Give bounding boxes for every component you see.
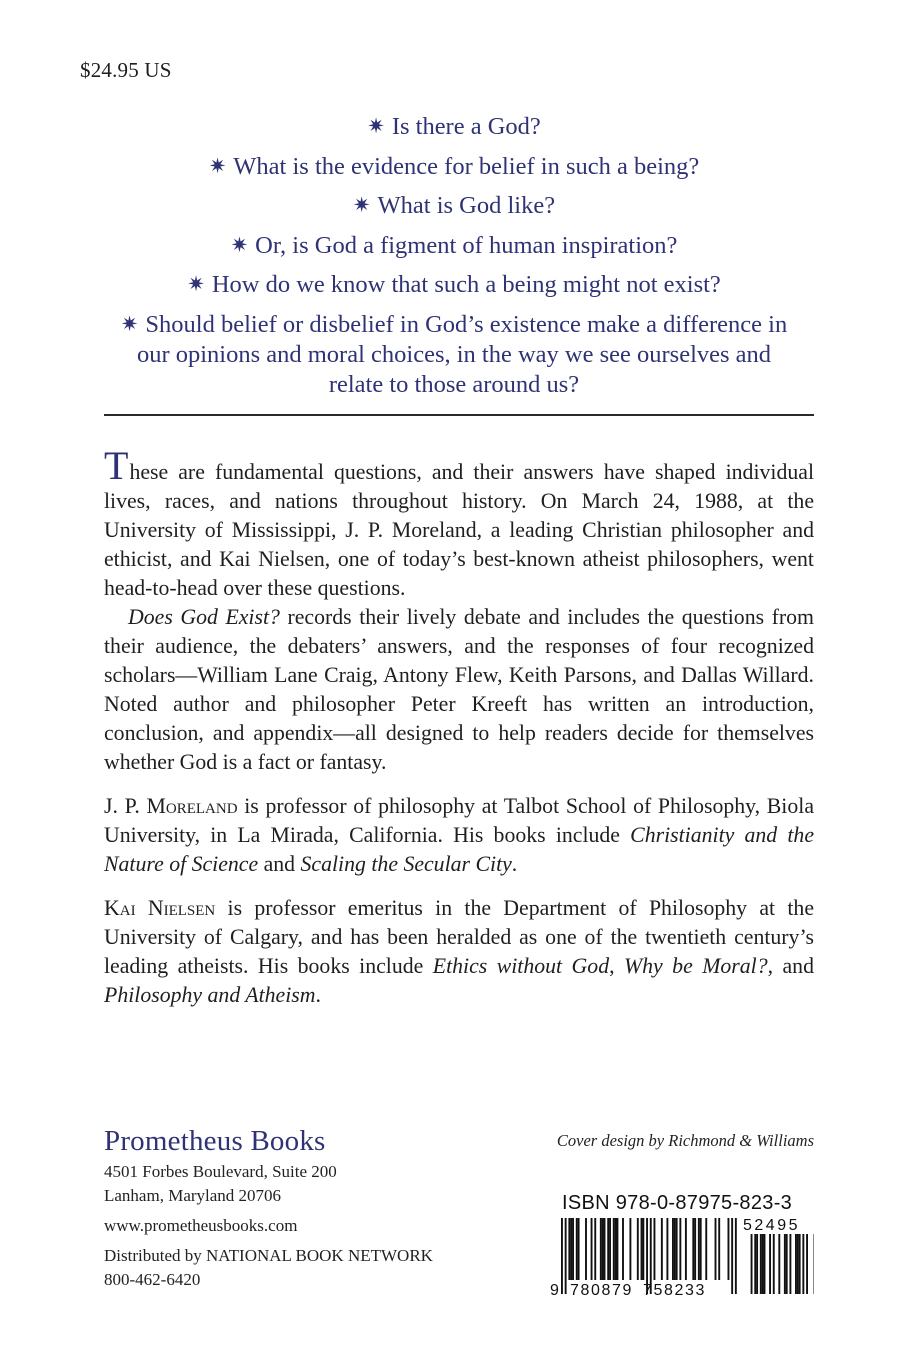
barcode-bar [568,1218,570,1280]
barcode-bar [602,1218,604,1280]
barcode-guard-bar [565,1218,567,1294]
question-item [90,191,818,222]
bio-text: . [511,852,518,876]
bio-text: is professor of philosophy at Talbot School of Philosophy, Biola University, in La Mirada, California. His books include [104,794,814,847]
question-text: Or, is God a figment of human inspiration? [255,231,678,259]
barcode-bar [674,1218,676,1280]
barcode-bar [572,1218,574,1280]
book-title: Does God Exist? [128,605,280,629]
author-name: Kai Nielsen [104,896,216,920]
summary-text: records their lively debate and includes the questions from their audience, the debaters’ answers, and the responses of four recognized scholars—William Lane Craig, Antony Flew, Keith Parsons, and Dallas Willard. Noted author and philosopher Peter Kreeft has written an introduction, conclusion, and appendix—all designed to help readers decide for themselves whether God is a fact or fantasy. [104,605,814,774]
barcode-bar [617,1218,619,1280]
asterisk-icon: ✷ [230,232,249,257]
barcode-bar [666,1218,668,1280]
isbn-label: ISBN 978-0-87975-823-3 [562,1192,793,1214]
barcode-bar [700,1218,702,1280]
intro-text: hese are fundamental questions, and their answers have shaped individual lives, races, and nations throughout history. On March 24, 1988, at the University of Mississippi, J. P. Moreland, a leading Christian philosopher and ethicist, and Kai Nielsen, one of today’s best-known atheist philosophers, went head-to-head over these questions. [104,460,814,600]
barcode-bar [698,1218,700,1280]
addon-bar [784,1234,786,1294]
barcode-bar [637,1218,639,1280]
barcode-bar [576,1218,578,1280]
barcode-bar [570,1218,572,1280]
question-text: What is the evidence for belief in such a being? [233,152,700,180]
question-list [90,112,818,408]
barcode-bar [715,1218,717,1280]
bio-text: is professor emeritus in the Department of Philosophy at the University of Calgary, and has been heralded as one of the twentieth century’s leading atheists. His books include [104,896,814,978]
barcode-bar [607,1218,609,1280]
asterisk-icon: ✷ [208,153,227,178]
author-name: J. P. Moreland [104,794,238,818]
addon-bar [762,1234,764,1294]
book-title: Why be Moral? [624,954,768,978]
asterisk-icon: ✷ [352,193,371,217]
barcode-bar [591,1218,593,1280]
barcode-bar [705,1218,707,1280]
ean-digit-prefix: 9 [550,1282,559,1298]
addon-bar [764,1234,766,1294]
price-label: $24.95 US [80,58,172,82]
barcode-bar [578,1218,580,1280]
barcode-bar [685,1218,687,1280]
author-bio-moreland [104,792,814,879]
barcode-bar [615,1218,617,1280]
question-item [90,310,818,400]
barcode-bar [692,1218,694,1280]
addon-bar [754,1234,756,1294]
asterisk-icon: ✷ [367,114,385,138]
question-item [90,112,818,143]
barcode-bar [600,1218,602,1280]
divider [104,414,814,416]
publisher-address-line1: 4501 Forbes Boulevard, Suite 200 [104,1162,337,1181]
phone-number: 800-462-6420 [104,1270,201,1289]
bio-text: . [315,983,321,1007]
addon-bar [769,1234,771,1294]
barcode [548,1216,814,1298]
question-text: Should belief or disbelief in God’s existence make a difference in our opinions and moral choices, in the way we see ourselves and relate to those around us? [136,310,788,398]
barcode-bar [718,1218,720,1280]
asterisk-icon: ✷ [187,272,205,296]
barcode-bar [661,1218,663,1280]
barcode-bar [679,1218,681,1280]
author-bio-nielsen [104,894,814,1010]
book-title: Philosophy and Atheism [104,983,316,1007]
asterisk-icon: ✷ [120,311,139,336]
publisher-name: Prometheus Books [104,1125,326,1157]
barcode-bar [585,1218,587,1280]
publisher-website[interactable]: www.prometheusbooks.com [104,1216,298,1235]
addon-bar [778,1234,780,1294]
barcode-bar [604,1218,606,1280]
addon-digits: 52495 [743,1217,800,1234]
barcode-bar [672,1218,674,1280]
addon-bar [786,1234,788,1294]
ean-digits-right: 758233 [643,1282,706,1298]
question-item [90,231,818,262]
addon-bar [802,1234,804,1294]
barcode-bar [676,1218,678,1280]
bio-text: , [609,954,624,978]
barcode-guard-bar [561,1218,563,1294]
barcode-guard-bar [731,1218,733,1294]
addon-bar [789,1234,791,1294]
barcode-bar [613,1218,615,1280]
addon-bar [814,1234,815,1294]
publisher-address-line2: Lanham, Maryland 20706 [104,1186,282,1205]
book-title: Christianity and the Nature of Science [104,823,814,876]
barcode-guard-bar [735,1218,737,1294]
question-text: How do we know that such a being might not exist? [211,271,721,298]
barcode-bar [629,1218,631,1280]
ean-digits-left: 780879 [570,1282,633,1298]
addon-bar [756,1234,758,1294]
question-item [90,270,818,301]
question-item [90,152,818,183]
barcode-bar [642,1218,644,1280]
addon-bar [773,1234,775,1294]
cover-credit: Cover design by Richmond & Williams [556,1131,814,1150]
addon-bar [799,1234,801,1294]
addon-bar [751,1234,753,1294]
addon-bar [795,1234,797,1294]
barcode-bar [694,1218,696,1280]
barcode-bar [728,1218,730,1280]
description [104,443,814,1010]
summary-paragraph [104,603,814,777]
bio-text: and [258,852,301,876]
barcode-bar [641,1218,643,1280]
question-text: What is God like? [377,192,556,219]
barcode-bar [622,1218,624,1280]
barcode-bar [594,1218,596,1280]
question-text: Is there a God? [391,113,541,140]
addon-bar [760,1234,762,1294]
barcode-bar [654,1218,656,1280]
barcode-bar [609,1218,611,1280]
book-title: Ethics without God [432,954,610,978]
intro-paragraph [104,443,814,603]
bio-text: , and [767,954,814,978]
book-title: Scaling the Secular City [300,852,512,876]
distributor-line: Distributed by NATIONAL BOOK NETWORK [104,1246,433,1265]
drop-cap: T [104,443,129,488]
addon-bar [797,1234,799,1294]
addon-bar [806,1234,808,1294]
